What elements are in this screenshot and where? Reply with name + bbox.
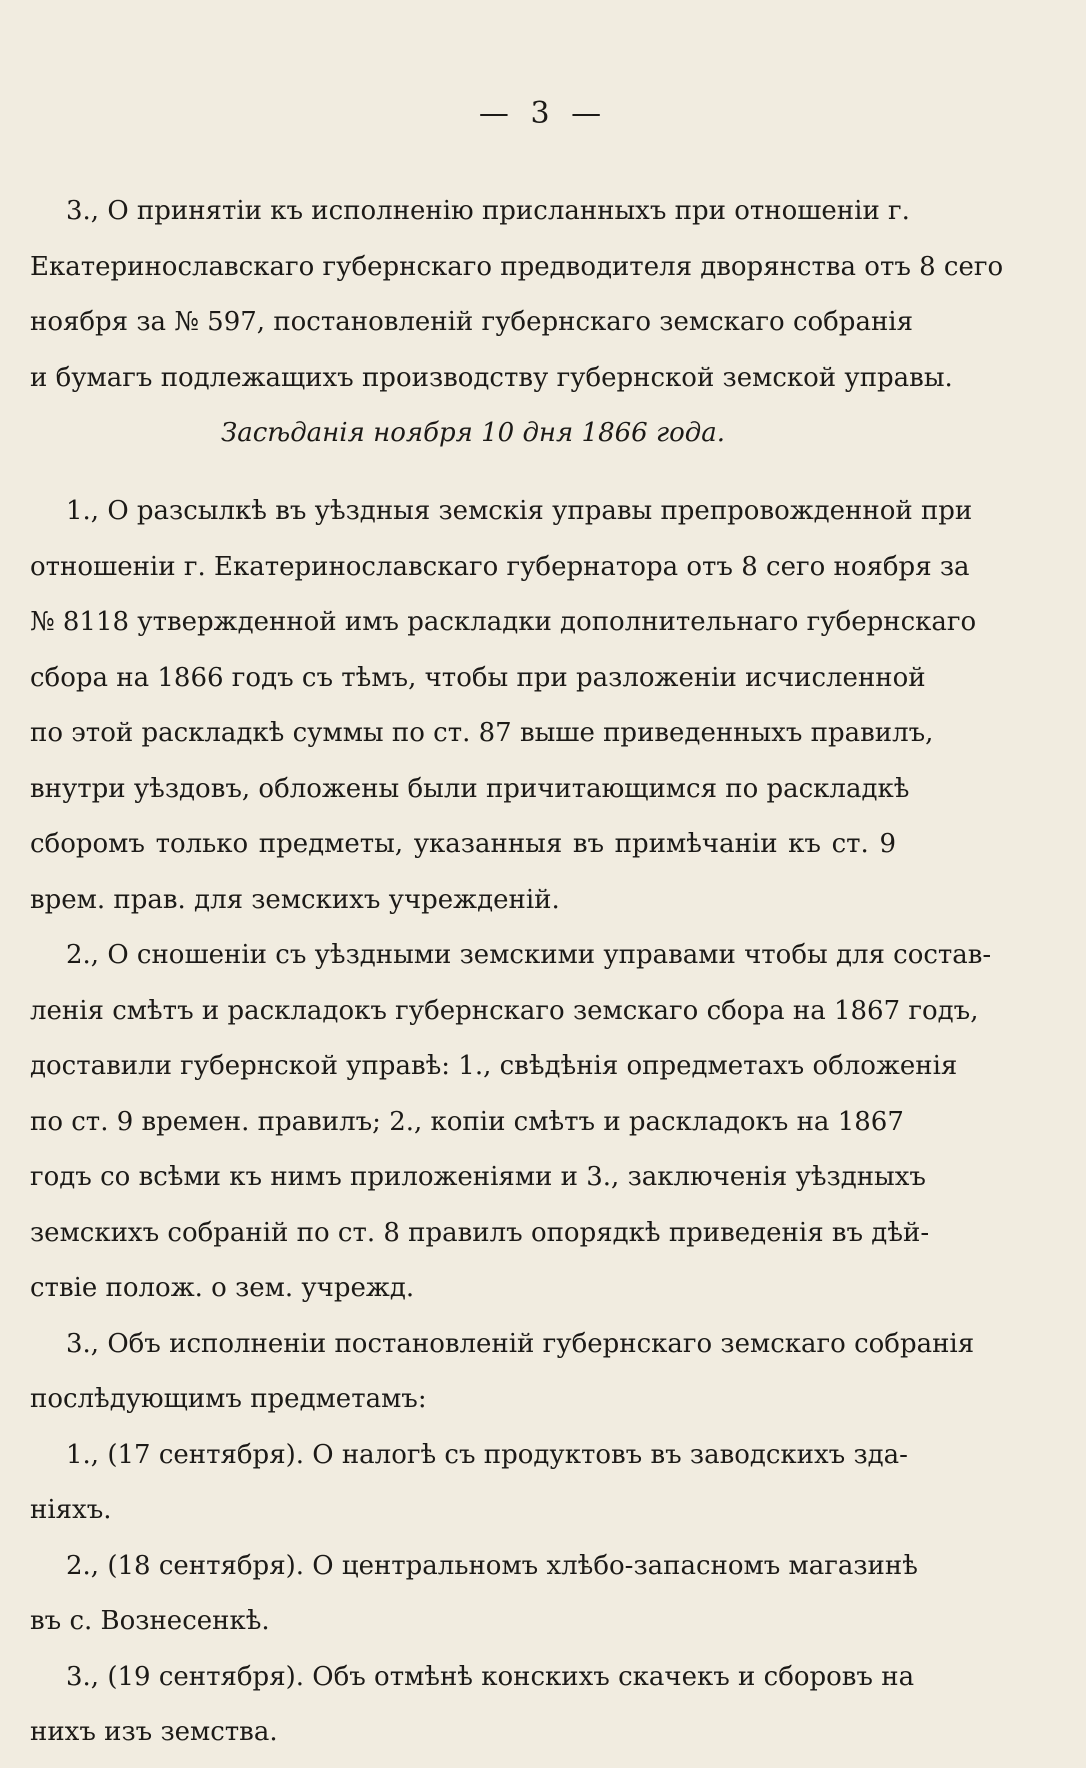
text-line: 3., (19 сентября). Объ отмѣнѣ конскихъ скачекъ и сборовъ на [66, 1661, 915, 1692]
text-line: послѣдующимъ предметамъ: [30, 1384, 427, 1414]
text-line: нихъ изъ земства. [30, 1717, 278, 1747]
text-line: 2., (18 сентября). О центральномъ хлѣбо-запасномъ магазинѣ [66, 1550, 918, 1581]
text-line: Екатеринославскаго губернскаго предводителя дворянства отъ 8 сего [30, 251, 1004, 282]
text-line: 1., О разсылкѣ въ уѣздныя земскія управы препровожденной при [66, 496, 973, 526]
page-number: — 3 — [478, 96, 608, 131]
text-line: внутри уѣздовъ, обложены были причитающимся по раскладкѣ [30, 773, 910, 804]
text-line: 2., О сношеніи съ уѣздными земскими управами чтобы для состав- [66, 940, 992, 970]
session-heading: Засѣданія ноября 10 дня 1866 года. [221, 418, 725, 448]
text-line: сбора на 1866 годъ съ тѣмъ, чтобы при разложеніи исчисленной [30, 662, 926, 693]
text-line: по ст. 9 времен. правилъ; 2., копіи смѣтъ и раскладокъ на 1867 [30, 1106, 904, 1137]
text-line: годъ со всѣми къ нимъ приложеніями и 3., заключенія уѣздныхъ [30, 1162, 926, 1192]
text-line: въ с. Вознесенкѣ. [30, 1606, 270, 1636]
page-text [30, 191, 1004, 1768]
text-line: ленія смѣтъ и раскладокъ губернскаго земскаго сбора на 1867 годъ, [30, 995, 979, 1026]
text-line: врем. прав. для земскихъ учрежденій. [30, 884, 560, 915]
text-line: ствіе полож. о зем. учрежд. [30, 1273, 415, 1303]
text-line: № 8118 утвержденной имъ раскладки дополнительнаго губернскаго [30, 607, 977, 637]
text-line: 3., О принятіи къ исполненію присланныхъ при отношеніи г. [66, 196, 910, 226]
text-line: сборомъ только предметы, указанныя въ примѣчаніи къ ст. 9 [30, 829, 896, 859]
text-line: земскихъ собраній по ст. 8 правилъ опорядкѣ приведенія въ дѣй- [30, 1217, 930, 1248]
text-line: 3., Объ исполненіи постановленій губернскаго земскаго собранія [66, 1328, 975, 1359]
text-line: доставили губернской управѣ: 1., свѣдѣнія опредметахъ обложенія [30, 1051, 958, 1081]
text-line: ніяхъ. [30, 1495, 112, 1525]
text-line: 1., (17 сентября). О налогѣ съ продуктовъ въ заводскихъ зда- [66, 1439, 908, 1470]
text-line: и бумагъ подлежащихъ производству губернской земской управы. [30, 362, 953, 393]
text-line: по этой раскладкѣ суммы по ст. 87 выше приведенныхъ правилъ, [30, 718, 934, 748]
text-line: ноября за № 597, постановленій губернскаго земскаго собранія [30, 307, 913, 337]
text-line: отношеніи г. Екатеринославскаго губернатора отъ 8 сего ноября за [30, 551, 970, 582]
